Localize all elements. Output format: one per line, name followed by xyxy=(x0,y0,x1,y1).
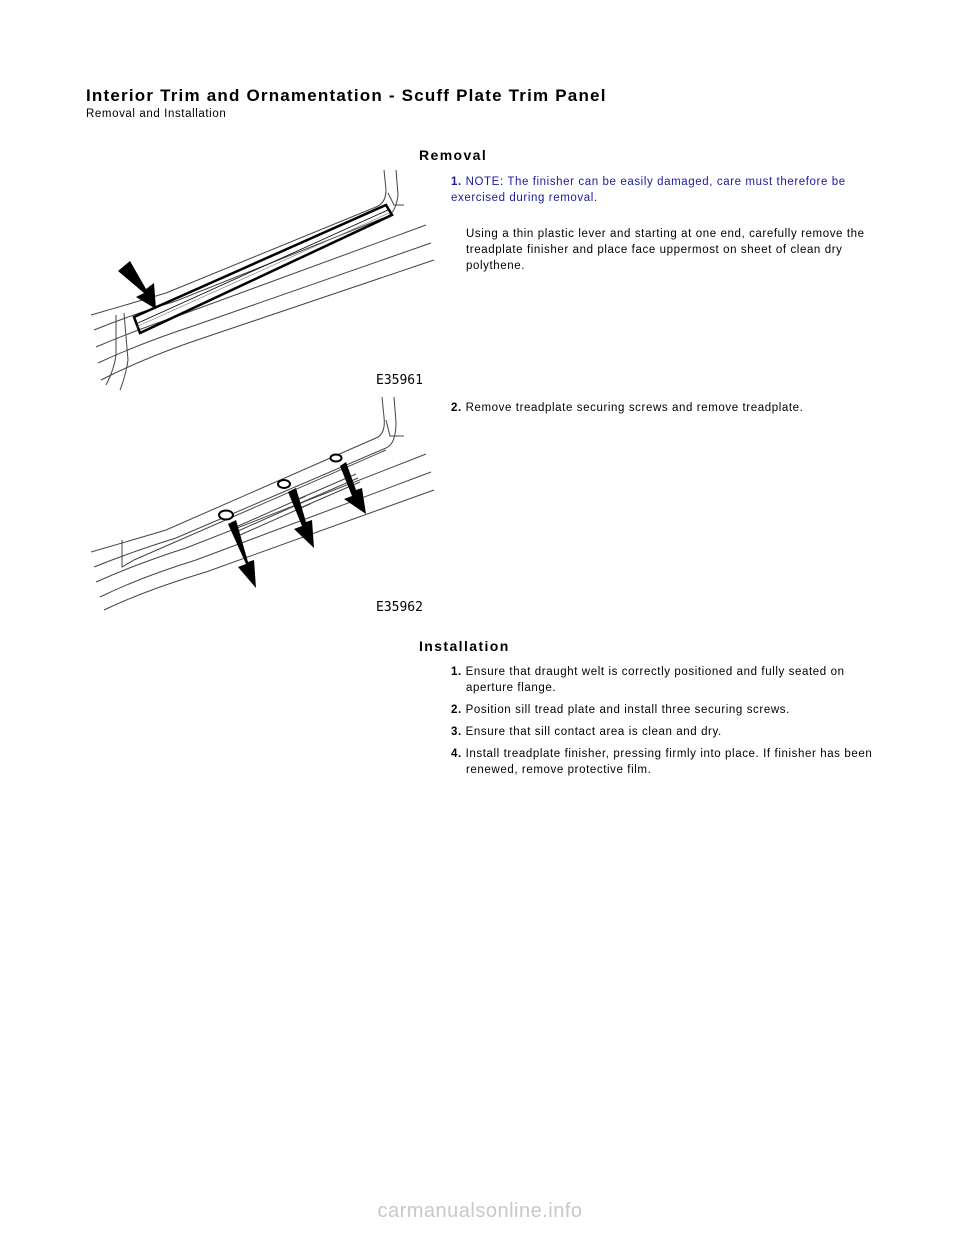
sill-finisher-illustration xyxy=(86,165,436,395)
screw-icon xyxy=(278,480,290,488)
page-title: Interior Trim and Ornamentation - Scuff Plate Trim Panel xyxy=(86,86,607,105)
step-text: Ensure that sill contact area is clean and dry. xyxy=(465,726,722,738)
installation-step-1 xyxy=(451,664,876,696)
watermark: carmanualsonline.info xyxy=(377,1200,583,1222)
installation-step-4 xyxy=(451,746,876,778)
step-number: 1. xyxy=(451,666,462,678)
step-number: 3. xyxy=(451,726,462,738)
step-text: Ensure that draught welt is correctly positioned and fully seated on aperture flange. xyxy=(465,666,845,694)
step-number: 2. xyxy=(451,704,462,716)
installation-step-2 xyxy=(451,702,876,718)
figure-e35961 xyxy=(86,165,436,395)
step-note: NOTE: The finisher can be easily damaged, care must therefore be exercised during removal. xyxy=(451,176,846,204)
removal-heading: Removal xyxy=(419,147,488,163)
arrow-icon xyxy=(288,488,314,548)
sill-treadplate-illustration xyxy=(86,392,436,622)
figure-e35962 xyxy=(86,392,436,622)
installation-heading: Installation xyxy=(419,638,510,654)
screw-icon xyxy=(331,455,342,462)
step-number: 2. xyxy=(451,402,462,414)
removal-step-1 xyxy=(451,174,876,206)
installation-step-3 xyxy=(451,724,876,740)
step-text: Remove treadplate securing screws and remove treadplate. xyxy=(465,402,804,414)
removal-step-1-text: Using a thin plastic lever and starting at one end, carefully remove the treadplate finisher and place face uppermost on sheet of clean dry polythene. xyxy=(466,228,865,272)
arrow-icon xyxy=(340,462,366,514)
step-text: Install treadplate finisher, pressing firmly into place. If finisher has been renewed, remove protective film. xyxy=(465,748,873,776)
removal-step-2 xyxy=(451,400,876,416)
step-number: 1. xyxy=(451,176,462,188)
step-number: 4. xyxy=(451,748,462,760)
screw-icon xyxy=(219,511,233,520)
figure-label: E35961 xyxy=(376,373,423,388)
figure-label: E35962 xyxy=(376,600,423,615)
page-subtitle: Removal and Installation xyxy=(86,108,227,120)
step-text: Position sill tread plate and install three securing screws. xyxy=(465,704,790,716)
